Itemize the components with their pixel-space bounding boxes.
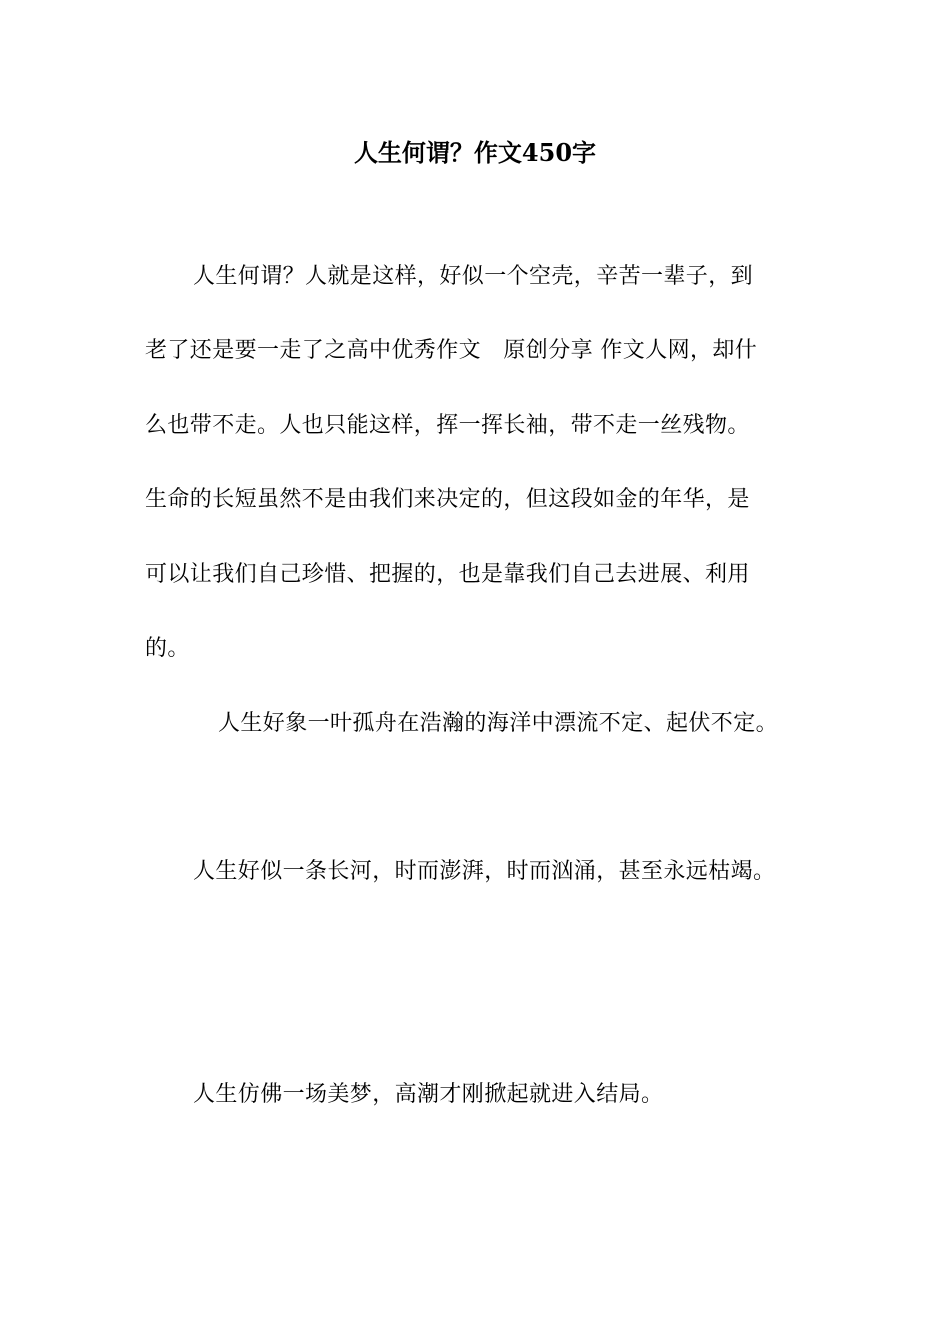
paragraph-3: 人生好似一条长河，时而澎湃，时而汹涌，甚至永远枯竭。 (193, 859, 776, 884)
document-title: 人生何谓？作文450字 (353, 138, 597, 167)
paragraph-line: 可以让我们自己珍惜、把握的，也是靠我们自己去进展、利用 (145, 562, 750, 587)
paragraph-4: 人生仿佛一场美梦，高潮才刚掀起就进入结局。 (193, 1082, 664, 1107)
paragraph-line: 生命的长短虽然不是由我们来决定的，但这段如金的年华，是 (145, 487, 750, 512)
paragraph-line: 老了还是要一走了之高中优秀作文 原创分享 作文人网，却什 (145, 338, 758, 363)
paragraph-line: 么也带不走。人也只能这样，挥一挥长袖，带不走一丝残物。 (145, 413, 750, 438)
paragraph-2: 人生好象一叶孤舟在浩瀚的海洋中漂流不定、起伏不定。 (218, 711, 779, 736)
paragraph-line: 人生何谓？人就是这样，好似一个空壳，辛苦一辈子，到 (193, 264, 754, 289)
paragraph-line: 的。 (145, 636, 190, 661)
